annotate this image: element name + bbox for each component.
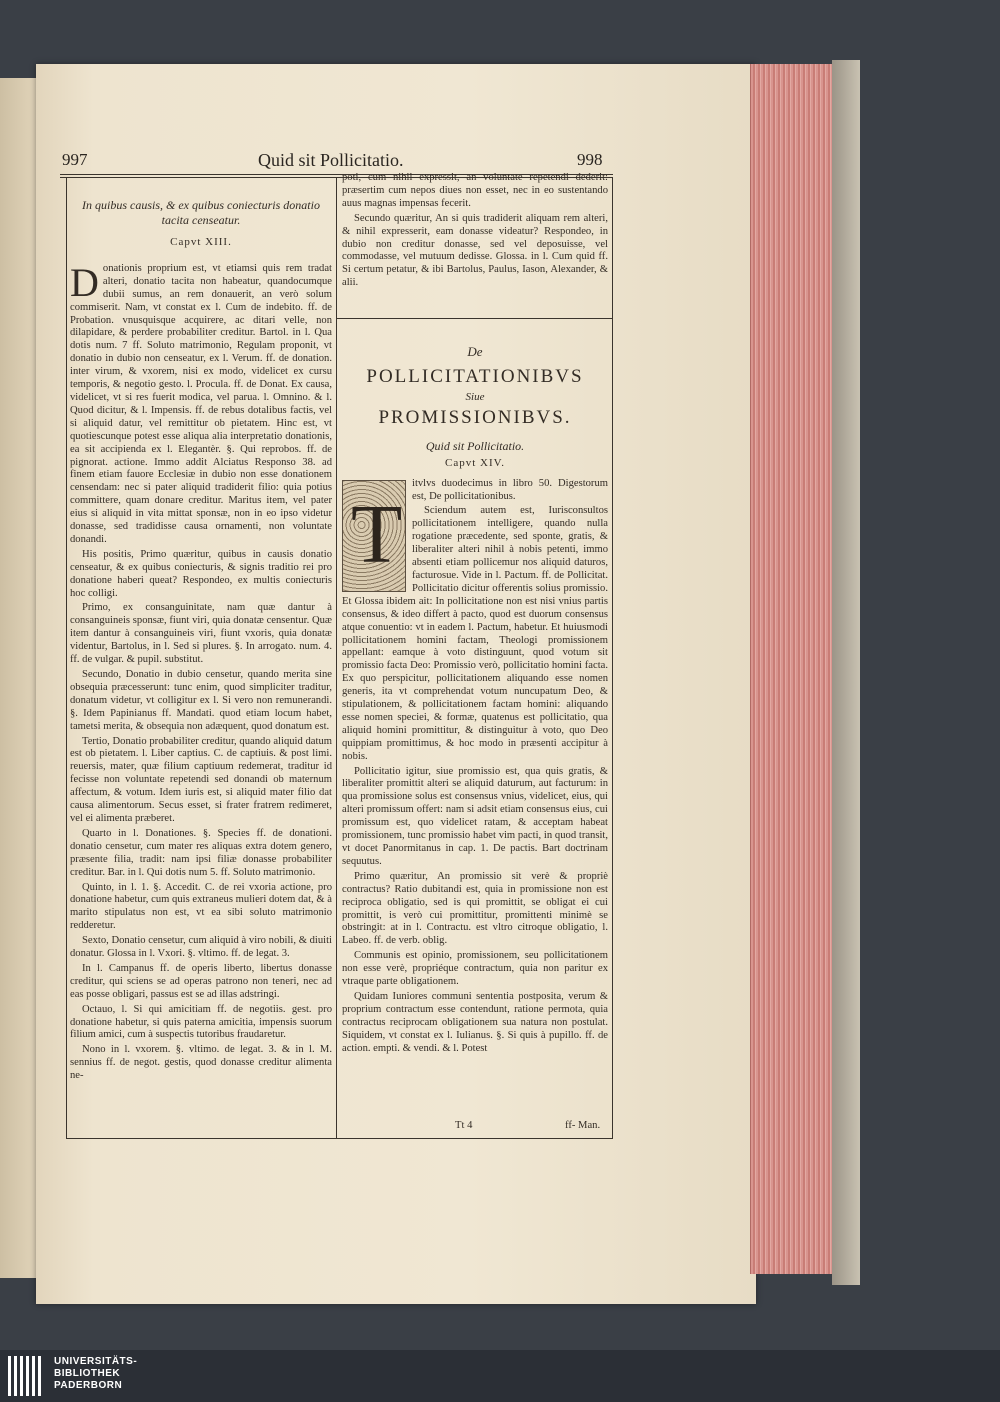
book-cover-edge	[832, 60, 860, 1285]
column-divider	[336, 178, 337, 1138]
right-para-1: T itvlvs duodecimus in libro 50. Digestorum est, De pollicitationibus.	[342, 478, 608, 504]
right-top-para-2: Secundo quæritur, An si quis tradiderit aliquam rem alteri, & nihil expresserit, eam donasse videatur? Respondeo, in dubio non creditur donasse, sed vel deposuisse, vel commodasse, vel mutuum dedisse. Glossa. in l. Cum quid ff. Si certum petatur, & ibi Bartolus, Paulus, Iason, Alexander, & alii.	[342, 212, 608, 289]
frame-left-rule	[66, 178, 67, 1138]
previous-page-edge	[0, 78, 41, 1278]
frame-bottom-rule	[66, 1138, 613, 1139]
right-caput: Capvt XIV.	[445, 456, 505, 469]
left-caput: Capvt XIII.	[170, 236, 232, 248]
signature-mark: Tt 4	[455, 1120, 473, 1131]
left-para-9: In l. Campanus ff. de operis liberto, libertus donasse creditur, qui sciens se ad operas patrono non teneri, nec ad eas posse obligari, passus est se ad illas adstringi.	[70, 962, 332, 1000]
section-de: De	[467, 344, 483, 359]
left-column	[70, 198, 332, 1085]
right-para-5: Communis est opinio, promissionem, seu pollicitationem non esse verè, propriéque contractum, quia non paritur ex vtraque parte obligationem.	[342, 950, 608, 988]
page-number-left: 997	[62, 150, 88, 169]
right-subheading: Quid sit Pollicitatio.	[425, 438, 525, 453]
dropcap-d: D	[70, 259, 99, 305]
ornamental-initial: T	[342, 480, 406, 592]
left-para-1: Donationis proprium est, vt etiamsi quis rem tradat alteri, donatio tacita non habeatur, quandocumque dubii sumus, an rem donauerit, an verò solum commiserit. Nam, vt constat ex l. Cum de indebito. ff. de Probation. vnusquisque acquirere, ac ditari velle, non dilapidare, & perdere probabiliter creditur. Bartol. in l. Qua dotis num. 7 ff. Soluto matrimonio, Regulam proponit, vt donatio in dubio non censeatur, ex l. Verum. ff. de donation. inter virum, & vxorem, nisi ex modo, videlicet ex cursu temporis, & negotio gesto. l. Procula. ff. de Donat. Ex causa, videlicet, vt si res fuerit modica, vel parua. l. Omnino. & l. Quod dicitur, & l. Impensis. ff. de rebus dotalibus factis, vel si aliquid datur, vel remittitur ob pietatem. Hinc est, vt quotiescunque potest esse aliqua alia interpretatio donationis, ea sit accipienda ex l. Elegantèr. §. Qui reprobos. ff. de pignorat. actione. Immo addit Alciatus Responso 38. ad finem etiam fauore Ecclesiæ in dubio non esse donationem censendam: nec si pater aliquid tradiderit filio: quia potius committere, quam donare creditur. Maritus item, vel pater eius si aliquid in vita mittat sponsæ, non in eo ipso videtur donasse, sed tradidisse causa ornamenti, non voluntate donandi.	[70, 259, 332, 545]
left-para-4: Secundo, Donatio in dubio censetur, quando merita sine obsequia præcesserunt: tunc enim, quod simpliciter traditur, donatum videtur, vt colligitur ex l. Si vero non remunerandi. §. Idem Papinianus ff. Mandati. quod etiam locum habet, tametsi merita, & obsequia non adæquent, quod donatum est.	[70, 669, 332, 732]
left-para-6: Quarto in l. Donationes. §. Species ff. de donationi. donatio censetur, cum mater res aliquas extra dotem genero, præsente filia, tradit: nam ipsi filiæ donasse probabiliter creditur. Bar. in l. Qui dotis num 5. ff. Soluto matrimonio.	[70, 827, 332, 878]
section-title-1: POLLICITATIONIBVS	[366, 365, 584, 387]
left-para-7: Quinto, in l. 1. §. Accedit. C. de rei vxoria actione, pro donatione habetur, cum quis extraneus mulieri dotem dat, & à marito stipulatus non est, vt ea sibi soluto matrimonio redderetur.	[70, 881, 332, 932]
left-para-8: Sexto, Donatio censetur, cum aliquid à viro nobili, & diuiti donatur. Glossa in l. Vxori. §. vltimo. ff. de legat. 3.	[70, 935, 332, 960]
page-number-right: 998	[577, 150, 603, 169]
section-siue: Siue	[465, 390, 485, 403]
section-title-2: PROMISSIONIBVS.	[378, 406, 572, 428]
left-para-3: Primo, ex consanguinitate, nam quæ dantur à consanguineis sponsæ, fiunt viri, quia donatæ censentur. Quæ item dantur à consanguineis viri, fiunt vxoris, quia donatæ videntur, Bartolus, in l. Sed si plures. §. In arrogato. num. 4. ff. de vulgar. & pupil. substitut.	[70, 602, 332, 666]
catchword: ff- Man.	[565, 1120, 601, 1131]
left-para-2: His positis, Primo quæritur, quibus in causis donatio censeatur, & ex quibus coniecturis, & signis traditio rei pro donatione haberi queat? Respondeo, ex multis coniecturis hoc colligi.	[70, 548, 332, 599]
running-title: Quid sit Pollicitatio.	[258, 150, 404, 170]
page-edges-red	[750, 64, 833, 1274]
frame-right-rule	[612, 178, 613, 1138]
right-para-3: Pollicitatio igitur, siue promissio est, qua quis gratis, & liberaliter promittit alteri se aliquid daturum, aut facturum: in qua promissione solus est consensus vnius, videlicet, eius, qui alteri promissum offert: nam si adsit etiam consensus eius, cui promissum est, quo videlicet ratam, & acceptam habeat promissionem, tunc promissio habet vim pacti, in quod transit, vt docet Panormitanus in cap. 1. De pactis. Bart doctrinam sequutus.	[342, 765, 608, 867]
right-para-6: Quidam Iuniores communi sententia postposita, verum & proprium contractum esse contendunt, ratione permota, quia contractus reciprocam obligationem sua natura non postulat. Siquidem, vt constat ex l. Iulianus. §. Si quis à pupillo. ff. de action. empti. & vendi. & l. Potest	[342, 990, 608, 1054]
left-para-11: Nono in l. vxorem. §. vltimo. de legat. 3. & in l. M. sennius ff. de negot. gestis, quod donasse creditur alimenta ne-	[70, 1044, 332, 1082]
right-para-4: Primo quæritur, An promissio sit verè & propriè contractus? Ratio dubitandi est, quia in promissione non est reciproca obligatio, sed is qui promittit, se obligat ei cui promittit, is verò cui promittitur, promittenti minimè se obstringit: at in l. Contractu. est vltro citroque obligatio, l. Labeo. ff. de verb. oblig.	[342, 870, 608, 947]
right-column-top	[342, 172, 608, 292]
right-top-para-1: poti, cum nihil expressit, an voluntate repetendi dederit: præsertim cum nepos diues non esset, nec in eo sustentando auus magnas impensas fecerit.	[342, 172, 608, 209]
left-para-5: Tertio, Donatio probabiliter creditur, quando aliquid datum est ob pietatem. l. Liber captius. C. de captiuis. & post limi. reuersis, mater, quæ filium captiuum redemerat, traditur id fecisse non voluntate repetendi sed donandi ob maternum affectum, & votum. Idem iuris est, si aliquid mater filio dat causa alimentorum. Secus esset, si frater fratrem redimeret, vel ei alimenta præberet.	[70, 735, 332, 824]
left-heading: In quibus causis, & ex quibus coniecturis donatio tacita censeatur.	[82, 198, 320, 227]
footer-bar	[0, 1350, 1000, 1402]
right-column-section	[342, 346, 608, 1058]
library-logo-text: UNIVERSITÄTS- BIBLIOTHEK PADERBORN	[54, 1356, 138, 1391]
library-logo-icon	[8, 1356, 48, 1396]
left-para-10: Octauo, l. Si qui amicitiam ff. de negotiis. gest. pro donatione habetur, si quis paterna amicitia, impensis suorum filium amici, cum à suspectis tutoribus fraudaretur.	[70, 1003, 332, 1041]
right-para-2: Sciendum autem est, Iurisconsultos pollicitationem intelligere, quando nulla rogatione præcedente, sed sponte, gratis, & liberaliter alteri nihil à nobis petenti, immo absenti etiam pollicemur nos aliquid daturos, facturosue. Vide in l. Pactum. ff. de Pollicitat. Pollicitatio dicitur offerentis solius promissio. Et Glossa ibidem ait: In pollicitatione non est nisi vnius partis consensus, & ideo differt à pacto, quod est duorum consensus atque conuentio: vt in eadem l. Pactum, habetur. Et huiusmodi pollicitationem homini factam, Theologi promissionem appellant: eamque à voto distinguunt, quod votum sit promissio facta Deo: Promissio verò, pollicitatio homini facta. Ex quo perspicitur, pollicitationem aliquando esse nomen generis, ita vt comprehendat votum nuncupatum Deo, & stipulationem, & pollicitationem factam homini: aliquando esse nomen speciei, & formæ, quatenus est pollicitatio, qua aliquid homini promittitur, & distinguitur à voto, quo Deo quippiam promittimus, & hoc modo in præsenti accipitur à nobis.	[342, 505, 608, 762]
section-rule	[337, 318, 613, 319]
